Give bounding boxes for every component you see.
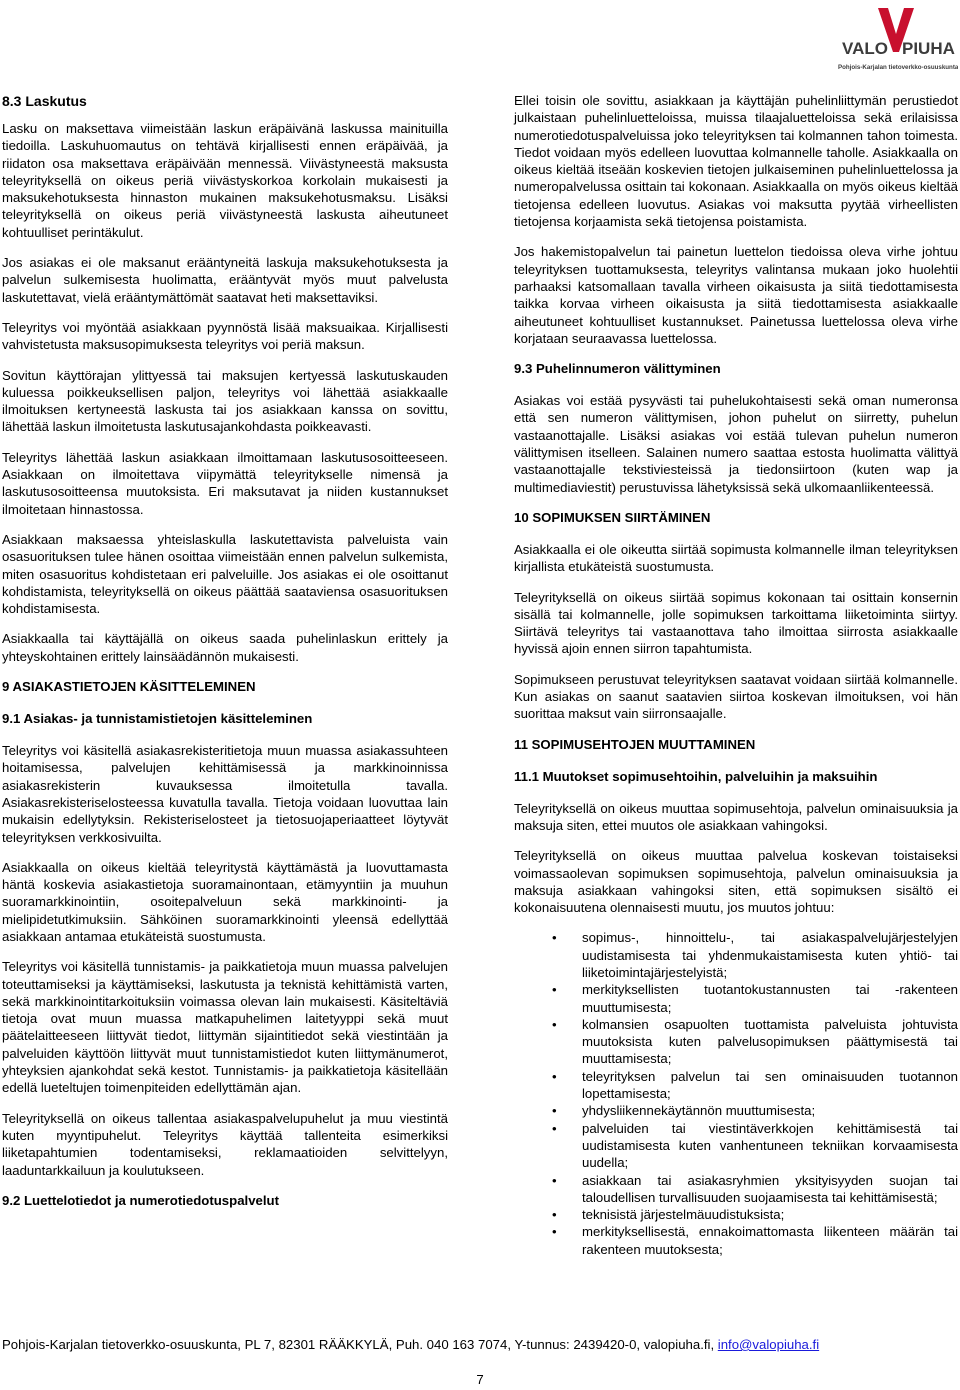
logo-left-word: VALO (842, 39, 888, 58)
valopiuha-logo (836, 6, 958, 72)
paragraph: Sovitun käyttörajan ylittyessä tai maksujen kertyessä laskutuskauden kuluessa poikkeuksellisen paljon, teleyritys voi lähettää asiakkaalle ilmoituksen kertyneestä laskusta tai jos asiakkaan kanssa on sovittu, lähettää laskun ilmoitetusta laskutusajankohdasta poikkeavasti. (2, 367, 448, 435)
footer-address: Pohjois-Karjalan tietoverkko-osuuskunta, PL 7, 82301 RÄÄKKYLÄ, Puh. 040 163 7074, Y-tunnus: 2439420-0, valopiuha.fi, (2, 1337, 718, 1352)
bullet-icon: • (552, 1120, 557, 1136)
paragraph: Lasku on maksettava viimeistään laskun eräpäivänä laskussa mainituilla tiedoilla. Laskuhuomautus on tehtävä kirjallisesti ennen eräpäivää, ja riidaton osa maksettava eräpäivään mennessä. Viivästyneestä maksusta teleyrityksellä on oikeus periä viivästyskorkoa korkolain mukaisesti ja maksukehotuksesta hinnaston mukainen maksukehotusmaksu. Lisäksi teleyrityksellä on oikeus periä viivästyneestä laskusta aiheutuneet kohtuulliset perintäkulut. (2, 121, 448, 240)
paragraph: Teleyritys voi käsitellä tunnistamis- ja paikkatietoja muun muassa palvelujen toteuttamiseksi ja käyttämiseksi, laskutusta ja teknistä kehittämistä varten, sekä markkinointitarkoituksiin voimassa olevan lain mukaisesti. Käsiteltäviä tietoja ovat muun muassa matkapuhelimen laitetyyppi sekä muut päätelaitteeseen liittyvät tiedot, liittymän sijaintitiedot sekä viestintään ja palveluiden käyttöön liittyvät muut tunnistamistiedot kuten liittymänumerot, yhteyksien ajankohdat sekä kestot. Tunnistamis- ja paikkatietoja käsitellään edellä lueteltujen toimenpiteiden edellyttämän ajan. (2, 959, 448, 1096)
heading-tunnistamistiedot: 9.1 Asiakas- ja tunnistamistietojen käsitteleminen (2, 711, 313, 727)
email-link[interactable]: info@valopiuha.fi (717, 1337, 820, 1352)
list-item: • palveluiden tai viestintäverkkojen kehittämisestä tai uudistamisesta kuten vanhentuneen tekniikan korvaamisesta uudella; (552, 1120, 958, 1171)
heading-luettelotiedot: 9.2 Luettelotiedot ja numerotiedotuspalvelut (2, 1192, 279, 1208)
section-title-laskutus: 8.3 Laskutus (2, 93, 87, 109)
heading-sopimusehtojen-muuttaminen: 11 SOPIMUSEHTOJEN MUUTTAMINEN (514, 736, 756, 752)
list-item: • kolmansien osapuolten tuottamista palveluista johtuvista muutoksista kuten palvelusopimuksen päättymisestä tai muuttamisesta; (552, 1016, 958, 1067)
logo-right-word: PIUHA (902, 39, 955, 58)
heading-sopimuksen-siirtaminen: 10 SOPIMUKSEN SIIRTÄMINEN (514, 509, 711, 525)
footer (2, 1336, 958, 1353)
paragraph: Asiakas voi estää pysyvästi tai puhelukohtaisesti sekä oman numeronsa että sen numeron välittymisen, johon puhelut on siirretty, puhelun vastaanottajalle. Lisäksi asiakas voi estää tulevan puhelun numeron välittymisen itselleen. Salainen numero saattaa estosta huolimatta välittyä vastaanottajalle tekstiviesteissä ja tiedonsiirtoon (kuten wap ja multimediaviestit) perustuvissa lähetyksissä sekä ulkomaanliikenteessä. (514, 393, 958, 495)
paragraph: Asiakkaalla tai käyttäjällä on oikeus saada puhelinlaskun erittely ja yhteyskohtainen erittely lainsäädännön mukaisesti. (2, 631, 448, 664)
change-reasons-list (514, 929, 958, 1258)
heading-puhelinnumeron-valittyminen: 9.3 Puhelinnumeron välittyminen (514, 361, 721, 377)
list-item: • merkityksellisten tuotantokustannusten tai -rakenteen muuttumisesta; (552, 982, 958, 1015)
paragraph: Teleyrityksellä on oikeus muuttaa palvelua koskevan toistaiseksi voimassaolevan sopimuksen sopimusehtoja, palvelun ominaisuuksia ja maksuja asiakkaan vahingoksi siten, että sopimuksen sisältö ei kokonaisuutena olennaisesti muutu, jos muutos johtuu: (514, 848, 958, 916)
list-item: • asiakkaan tai asiakasryhmien yksityisyyden suojan tai taloudellisen turvallisuuden suojaamisesta tai kehittämisestä; (552, 1172, 958, 1205)
paragraph: Teleyrityksellä on oikeus siirtää sopimus kokonaan tai osittain konsernin sisällä tai kolmannelle, jolle sopimuksen tarkoittama liiketoiminta siirtyy. Siirtävä teleyritys tai vastaanottava taho ilmoittaa siirrosta asiakkaalle hyvissä ajoin ennen siirron tapahtumista. (514, 589, 958, 657)
paragraph: Asiakkaalla ei ole oikeutta siirtää sopimusta kolmannelle ilman teleyrityksen kirjallista etukäteistä suostumusta. (514, 541, 958, 575)
heading-muutokset-sopimusehtoihin: 11.1 Muutokset sopimusehtoihin, palveluihin ja maksuihin (514, 768, 878, 784)
heading-asiakastietojen-kasitteleminen: 9 ASIAKASTIETOJEN KÄSITTELEMINEN (2, 679, 256, 695)
list-item: • teleyrityksen palvelun tai sen ominaisuuden tuotannon lopettamisesta; (552, 1068, 958, 1102)
paragraph: Teleyritys lähettää laskun asiakkaan ilmoittamaan laskutusosoitteeseen. Asiakkaan on ilmoitettava viipymättä teleyritykselle nimensä ja laskutusosoitteensa muutoksista. Eri maksutavat ja niiden kustannukset ilmoitetaan hinnastossa. (2, 449, 448, 517)
bullet-icon: • (552, 1103, 557, 1119)
left-column (2, 92, 448, 1224)
paragraph: Asiakkaalla on oikeus kieltää teleyritystä käyttämästä ja luovuttamasta häntä koskevia asiakastietoja suoramainontaan, etämyyntiin ja muuhun suoramarkkinointiin, osoitepalveluun sekä markkinointi- ja mielipidetutkimuksiin. Sähköinen suoramarkkinointi yleensä edellyttää asiakkaan antamaa etukäteistä suostumusta. (2, 859, 448, 944)
bullet-icon: • (552, 1172, 557, 1188)
paragraph: Teleyrityksellä on oikeus muuttaa sopimusehtoja, palvelun ominaisuuksia ja maksuja siten, ettei muutos ole asiakkaan vahingoksi. (514, 800, 958, 833)
bullet-icon: • (552, 1224, 557, 1240)
right-column (514, 92, 958, 1258)
paragraph: Teleyrityksellä on oikeus tallentaa asiakaspalvelupuhelut ja muu viestintä kuten myyntipuhelut. Teleyritys käyttää tallenteita esimerkiksi liiketapahtumien todentamiseksi, reklamaatioiden selvittelyyn, laaduntarkkailuun ja koulutukseen. (2, 1110, 448, 1178)
list-item: • merkityksellisestä, ennakoimattomasta liikenteen määrän tai rakenteen muutoksesta; (552, 1224, 958, 1257)
paragraph: Asiakkaan maksaessa yhteislaskulla laskutettavista palveluista vain osasuorituksen tulee hänen osoittaa viimeistään ennen palvelun sulkemista, miten osasuoritus kohdistetaan eri palveluille. Jos asiakas ei ole osoittanut kohdistamista, teleyrityksellä on oikeus päättää saataviensa osasuorituksen kohdistamisesta. (2, 531, 448, 617)
paragraph: Teleyritys voi myöntää asiakkaan pyynnöstä lisää maksuaikaa. Kirjallisesti vahvistetusta maksusopimuksesta teleyritys voi periä maksun. (2, 319, 448, 353)
logo-tagline: Pohjois-Karjalan tietoverkko-osuuskunta (838, 64, 958, 71)
bullet-icon: • (552, 1068, 557, 1084)
paragraph: Ellei toisin ole sovittu, asiakkaan ja käyttäjän puhelinliittymän perustiedot julkaistaan puhelinluetteloissa, muissa tilaajaluetteloissa sekä erilaisissa numerotiedotuspalveluissa joko teleyrityksen tai kolmannen tahon toimesta. Tiedot voidaan myös edelleen luovuttaa kolmannelle taholle. Asiakkaalla on oikeus kieltää itseään koskevien tietojen julkaiseminen puhelinluettelossa ja numeropalvelussa osittain tai kokonaan. Asiakkaalla on myös oikeus kieltää tietojensa edelleen luovutus. Asiakas voi maksutta pyytää virheellisten tietojensa korjaamista sekä tietojensa poistamista. (514, 93, 958, 230)
list-item: • teknisistä järjestelmäuudistuksista; (552, 1207, 785, 1223)
paragraph: Jos hakemistopalvelun tai painetun luettelon tiedoissa oleva virhe johtuu teleyrityksen tuottamuksesta, teleyritys valintansa mukaan joko huolehtii parhaaksi katsomallaan tavalla virheen oikaisusta ja siitä tiedottamisesta taikka korvaa virheen oikaisusta ja siitä tiedottamisesta asiakkaalle aiheutuneet kohtuulliset kustannukset. Painetussa luettelossa oleva virhe korjataan seuraavassa luettelossa. (514, 244, 958, 346)
bullet-icon: • (552, 1207, 557, 1223)
paragraph: Jos asiakas ei ole maksanut erääntyneitä laskuja maksukehotuksesta ja palvelun sulkemisesta huolimatta, erääntyvät myös muut palvelusta laskutettavat, vielä erääntymättömät saatavat heti maksettaviksi. (2, 255, 448, 305)
paragraph: Sopimukseen perustuvat teleyrityksen saatavat voidaan siirtää kolmannelle. Kun asiakas on saanut saatavien siirtoa koskevan ilmoituksen, voi hän suorittaa maksut vain siirronsaajalle. (514, 671, 958, 722)
bullet-icon: • (552, 930, 557, 946)
list-item: • yhdysliikennekäytännön muuttumisesta; (552, 1103, 816, 1119)
paragraph: Teleyritys voi käsitellä asiakasrekisteritietoja muun muassa asiakassuhteen hoitamisessa, palvelujen kehittämisessä ja markkinoinnissa asiakasrekisterin kuvauksessa ilmoitetulla tavalla. Asiakasrekisteriselosteessa kuvatulla tavalla. Tietoja voidaan luovuttaa lain mukaisin edellytyksin. Rekisteriselosteet ja tietosuojaperiaatteet löytyvät teleyrityksen verkkosivuilta. (2, 743, 448, 845)
bullet-icon: • (552, 1016, 557, 1032)
page-number: 7 (476, 1372, 484, 1387)
bullet-icon: • (552, 982, 557, 998)
list-item: • sopimus-, hinnoittelu-, tai asiakaspalvelujärjestelyjen uudistamisesta tai yhdenmukaistamisesta kuten yhtiö- tai liiketoimintajärjestelyistä; (552, 930, 958, 980)
